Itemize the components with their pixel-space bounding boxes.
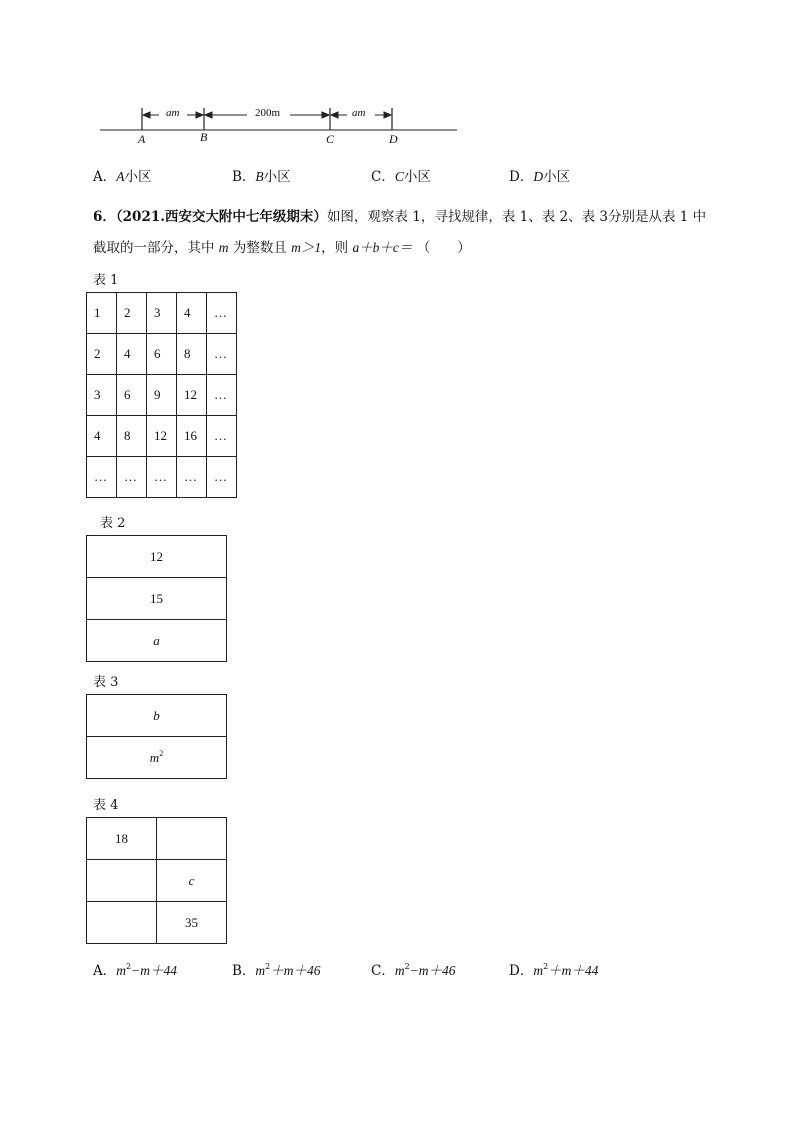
cell — [87, 902, 157, 944]
cell: … — [117, 457, 147, 498]
point-b: B — [200, 130, 208, 144]
cell: c — [157, 860, 227, 902]
cell: 16 — [177, 416, 207, 457]
q6-option-d[interactable]: D．$m^2+m+44$ — [509, 962, 599, 979]
seg-label-left: am — [166, 107, 180, 119]
cell: 4 — [177, 293, 207, 334]
cell: … — [207, 416, 237, 457]
cell: 6 — [117, 375, 147, 416]
q6-text-1: 如图，观察表 1，寻找规律，表 1、表 2、表 3分别是从表 1 中 — [326, 209, 707, 225]
table-row — [87, 416, 237, 457]
cell: 15 — [87, 578, 227, 620]
table4-label: 表 4 — [93, 798, 119, 813]
seg-label-middle: 200m — [255, 107, 281, 119]
cell: 3 — [147, 293, 177, 334]
table-row — [87, 457, 237, 498]
cell: 2 — [117, 293, 147, 334]
cell: 1 — [87, 293, 117, 334]
table-row — [87, 818, 227, 860]
cell: … — [207, 457, 237, 498]
q5-option-b[interactable]: B．B小区 — [232, 169, 291, 185]
table2-label: 表 2 — [100, 516, 126, 531]
cell: 8 — [117, 416, 147, 457]
cell: 12 — [177, 375, 207, 416]
table-row — [87, 902, 227, 944]
table-row — [87, 695, 227, 737]
cell: 9 — [147, 375, 177, 416]
cell: 6 — [147, 334, 177, 375]
cell: 2 — [87, 334, 117, 375]
cell: … — [147, 457, 177, 498]
table-row — [87, 737, 227, 779]
q6-number: 6． — [93, 209, 116, 225]
cell: 4 — [87, 416, 117, 457]
cell: $m^2$ — [87, 737, 227, 779]
cell: … — [87, 457, 117, 498]
q6-option-b[interactable]: B．$m^2+m+46$ — [232, 962, 321, 979]
table-row — [87, 375, 237, 416]
cell: … — [207, 334, 237, 375]
cell: … — [177, 457, 207, 498]
table-4 — [86, 817, 227, 944]
table-row — [87, 334, 237, 375]
cell: … — [207, 293, 237, 334]
cell: 12 — [147, 416, 177, 457]
table-row — [87, 536, 227, 578]
cell — [87, 860, 157, 902]
point-c: C — [326, 132, 335, 146]
table-row — [87, 620, 227, 662]
q6-option-c[interactable]: C．$m^2-m+46$ — [371, 962, 456, 979]
cell: 8 — [177, 334, 207, 375]
table-1 — [86, 292, 237, 498]
table-3 — [86, 694, 227, 779]
cell: 4 — [117, 334, 147, 375]
q6-line1 — [93, 205, 706, 225]
cell: 35 — [157, 902, 227, 944]
q5-option-a[interactable]: A．A小区 — [93, 169, 152, 185]
cell: 12 — [87, 536, 227, 578]
table-row — [87, 578, 227, 620]
point-a: A — [138, 132, 146, 146]
cell: 3 — [87, 375, 117, 416]
table-row — [87, 860, 227, 902]
q5-option-d[interactable]: D．D小区 — [509, 169, 571, 185]
cell: a — [87, 620, 227, 662]
table-row — [87, 293, 237, 334]
table3-label: 表 3 — [93, 675, 119, 690]
point-d: D — [389, 132, 398, 146]
table-2 — [86, 535, 227, 662]
table1-label: 表 1 — [93, 273, 119, 288]
seg-label-right: am — [352, 107, 366, 119]
q6-option-a[interactable]: A．$m^2-m+44$ — [93, 962, 177, 979]
cell: b — [87, 695, 227, 737]
q6-line2: 截取的一部分，其中 m 为整数且 m＞1，则 a＋b＋c＝ （ ） — [93, 240, 471, 256]
q6-source: （2021.西安交大附中七年级期末） — [115, 209, 327, 225]
q5-option-c[interactable]: C．C小区 — [371, 169, 431, 185]
cell: 18 — [87, 818, 157, 860]
cell — [157, 818, 227, 860]
cell: … — [207, 375, 237, 416]
